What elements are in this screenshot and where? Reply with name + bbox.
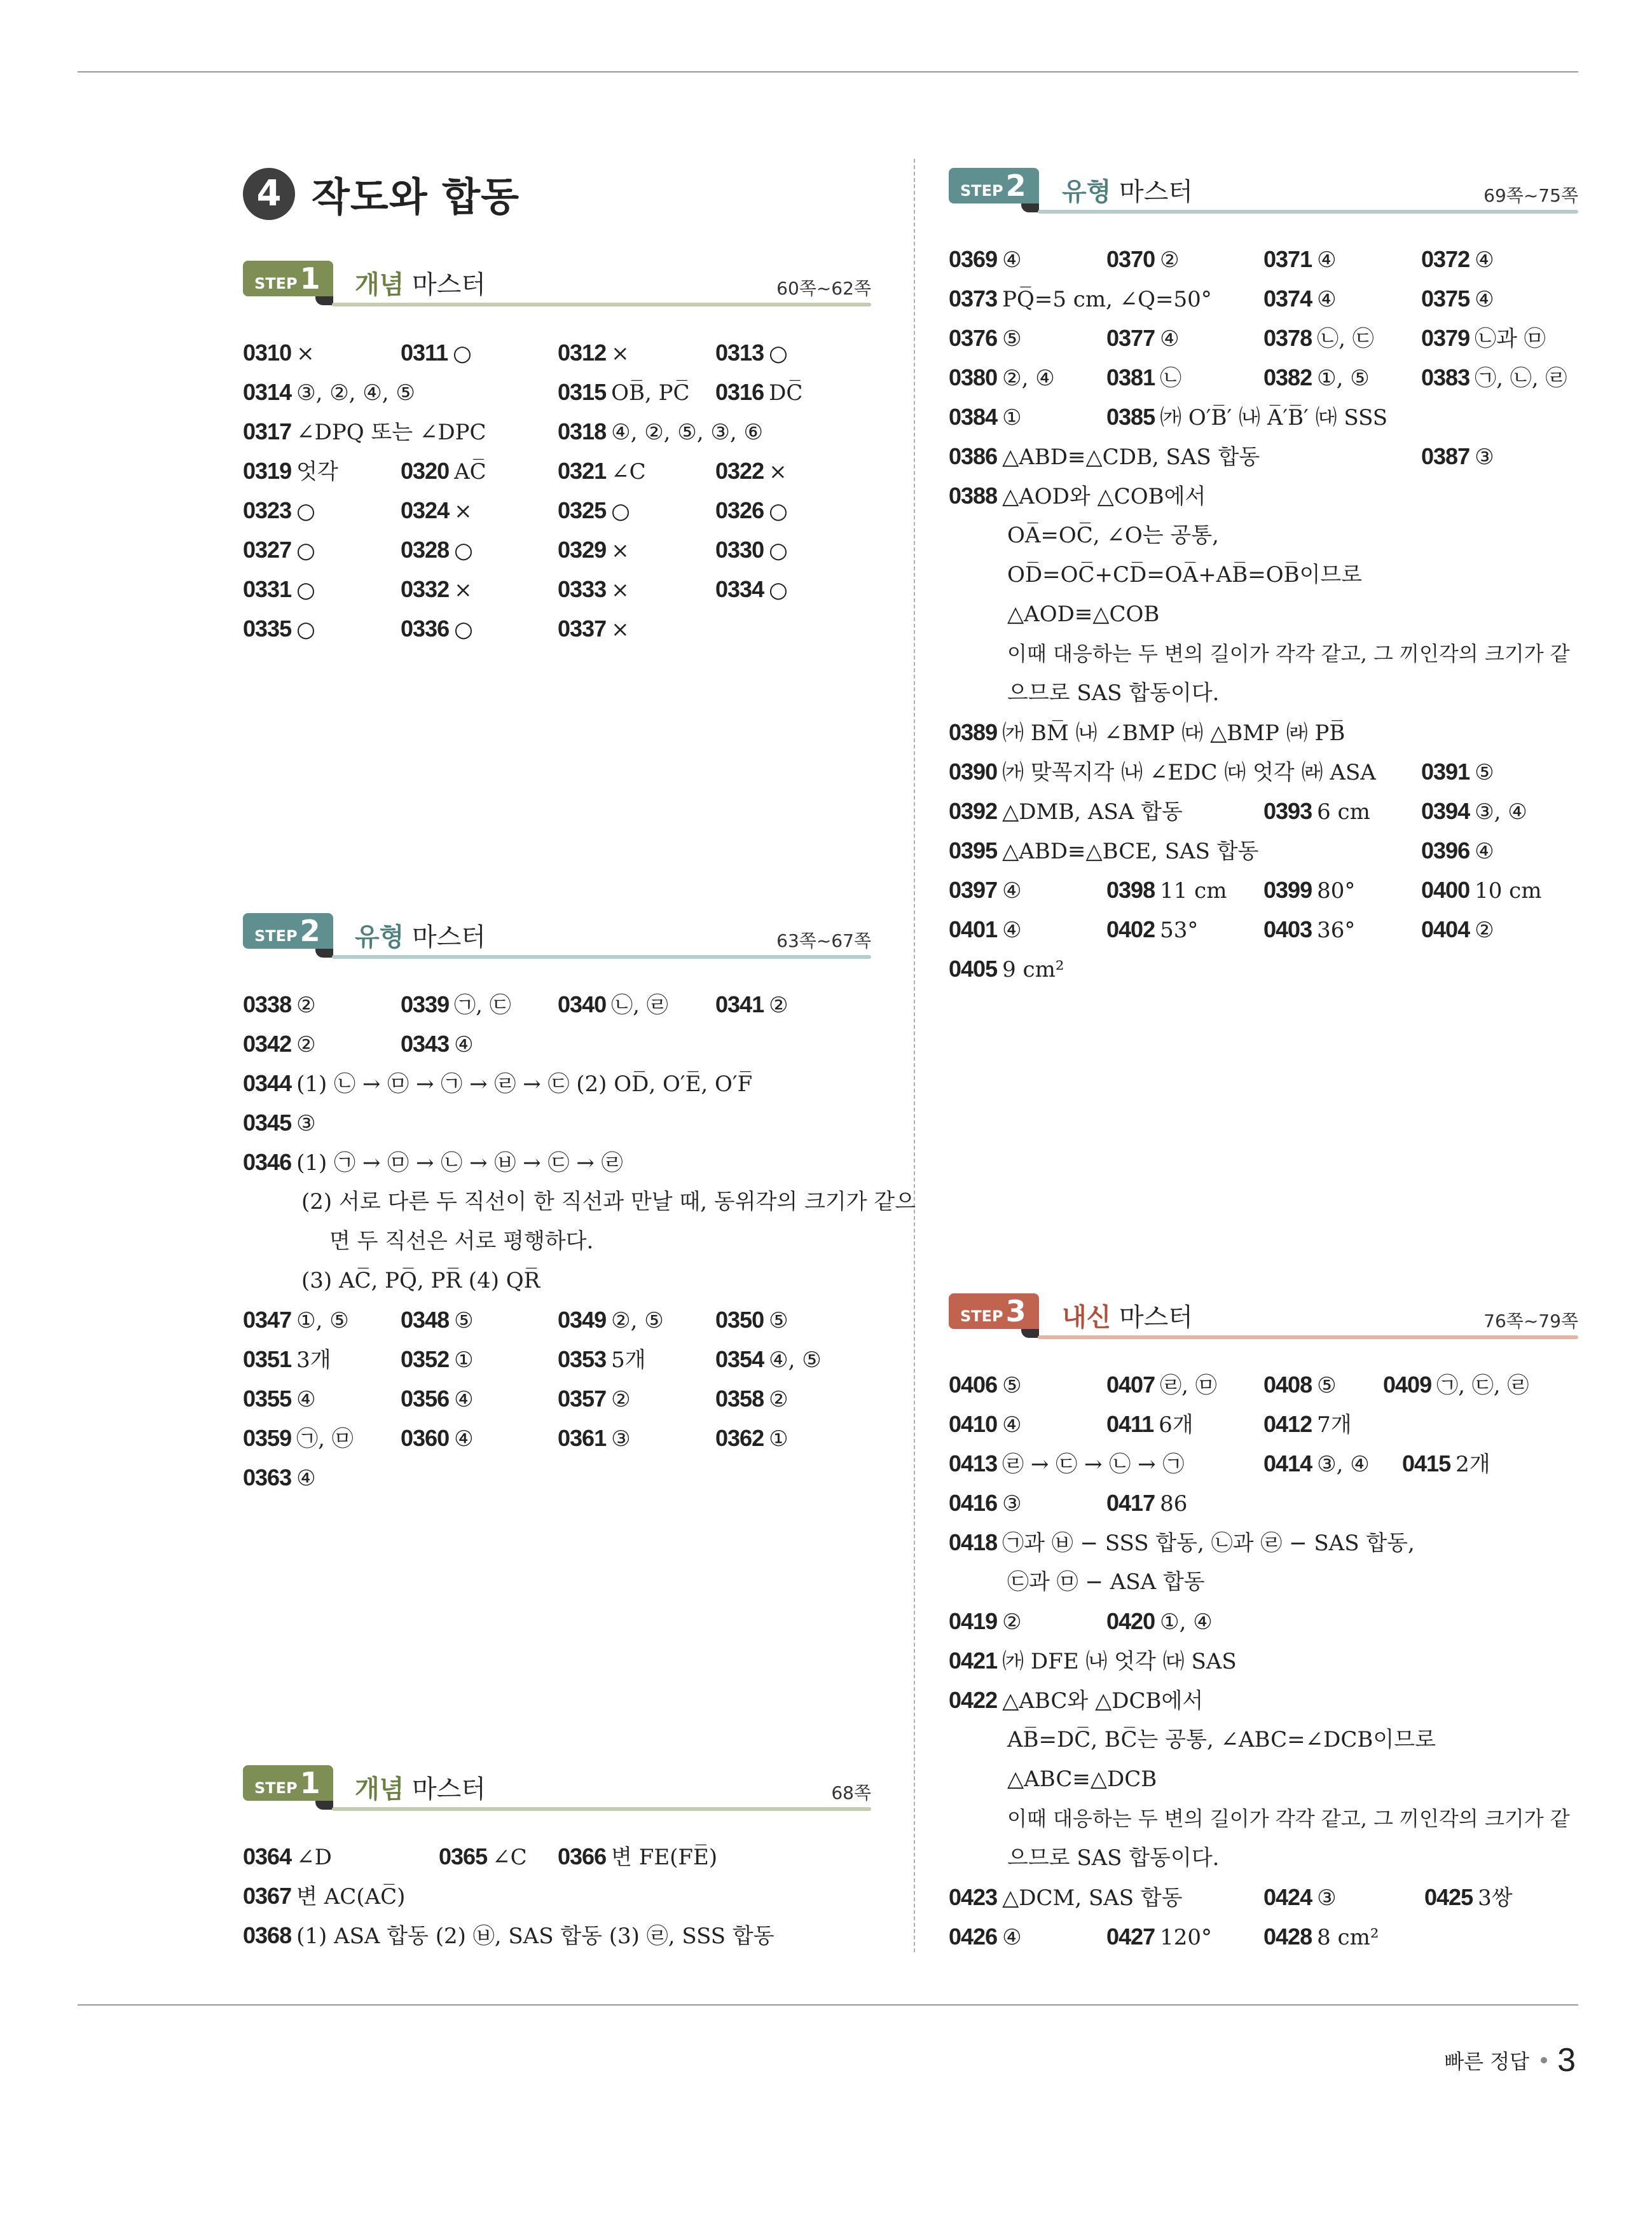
answer-item: 0387 ③ [1421,443,1494,470]
answer-item: 0390 ㈎ 맞꼭지각 ㈏ ∠EDC ㈐ 엇각 ㈑ ASA [949,759,1376,785]
section-title: 유형 마스터 [355,923,486,952]
answer-item: 0393 6 cm [1263,798,1370,825]
answer-item: 0361 ③ [558,1425,631,1452]
chapter-heading [243,165,520,222]
section-underline [1038,1335,1578,1339]
section-title: 내신 마스터 [1062,1303,1193,1332]
answer-item: 0385 ㈎ O′B̅′ ㈏ A̅′B̅′ ㈐ SSS [1106,404,1388,430]
answer-item: 0315 OB̅, PC̅ [558,379,690,406]
answer-item: 0401 ④ [949,916,1022,943]
answer-item: 0353 5개 [558,1346,646,1373]
answer-item: 0331 ○ [243,576,315,603]
section-title: 유형 마스터 [1062,177,1193,207]
answer-item: 0329 × [558,537,630,563]
answer-item: 0377 ④ [1106,325,1180,352]
answer-item: 0354 ④, ⑤ [715,1346,822,1373]
answer-item: 0352 ① [401,1346,474,1373]
answer-item: 0416 ③ [949,1490,1022,1517]
answer-item: 0398 11 cm [1106,877,1227,904]
answer-item: 0420 ①, ④ [1106,1608,1213,1635]
answer-item: 0376 ⑤ [949,325,1022,352]
page-range: 69쪽~75쪽 [1483,185,1578,206]
page-range: 63쪽~67쪽 [776,930,871,951]
answer-item: 0360 ④ [401,1425,474,1452]
answer-continuation: 으므로 SAS 합동이다. [1007,1845,1220,1871]
step-badge: STEP 2 [243,913,333,949]
answer-item: 0346 (1) ㉠ → ㉤ → ㉡ → ㉥ → ㉢ → ㉣ [243,1149,623,1176]
answer-item: 0374 ④ [1263,286,1337,312]
answer-item: 0334 ○ [715,576,788,603]
answer-continuation: ㉢과 ㉤ − ASA 합동 [1007,1569,1205,1595]
answer-item: 0332 × [401,576,472,603]
answer-item: 0364 ∠D [243,1843,332,1870]
answer-item: 0313 ○ [715,340,788,366]
answer-item: 0411 6개 [1106,1411,1194,1438]
answer-item: 0395 △ABD≡△BCE, SAS 합동 [949,837,1259,864]
page-range: 76쪽~79쪽 [1483,1311,1578,1332]
answer-item: 0369 ④ [949,246,1022,273]
answer-item: 0350 ⑤ [715,1307,788,1333]
answer-item: 0370 ② [1106,246,1180,273]
answer-continuation: △ABC≡△DCB [1007,1766,1157,1792]
answer-item: 0344 (1) ㉡ → ㉤ → ㉠ → ㉣ → ㉢ (2) OD̅, O′E̅, O′F̅ [243,1070,753,1097]
answer-item: 0343 ④ [401,1031,474,1057]
section-title: 개념 마스터 [355,1775,486,1804]
page-footer [1444,2041,1576,2079]
answer-item: 0363 ④ [243,1464,316,1491]
column-divider [914,159,915,1952]
answer-item: 0394 ③, ④ [1421,798,1527,825]
answer-item: 0365 ∠C [439,1843,527,1870]
answer-item: 0342 ② [243,1031,316,1057]
answer-item: 0381 ㉡ [1106,364,1182,391]
section-underline [332,1807,871,1811]
answer-continuation: (3) AC̅, PQ̅, PR̅ (4) QR̅ [301,1268,540,1293]
answer-item: 0425 3쌍 [1424,1884,1513,1911]
answer-item: 0368 (1) ASA 합동 (2) ㉥, SAS 합동 (3) ㉣, SSS 합동 [243,1922,774,1949]
answer-item: 0413 ㉣ → ㉢ → ㉡ → ㉠ [949,1450,1185,1477]
answer-continuation: AB̅=DC̅, BC̅는 공통, ∠ABC=∠DCB이므로 [1007,1727,1436,1752]
answer-item: 0312 × [558,340,630,366]
answer-item: 0351 3개 [243,1346,331,1373]
answer-item: 0424 ③ [1263,1884,1337,1911]
answer-item: 0417 86 [1106,1490,1188,1517]
section-header-step2-type-right [949,168,1578,219]
answer-item: 0373 PQ̅=5 cm, ∠Q=50° [949,286,1212,312]
step-badge: STEP 2 [949,168,1039,203]
answer-item: 0426 ④ [949,1924,1022,1950]
answer-item: 0372 ④ [1421,246,1494,273]
answer-item: 0320 AC̅ [401,458,486,485]
answer-item: 0340 ㉡, ㉣ [558,991,668,1018]
answer-item: 0397 ④ [949,877,1022,904]
answer-item: 0379 ㉡과 ㉤ [1421,325,1546,352]
answer-item: 0375 ④ [1421,286,1494,312]
section-underline [332,955,871,959]
answer-item: 0321 ∠C [558,458,646,485]
answer-item: 0310 × [243,340,315,366]
answer-item: 0406 ⑤ [949,1372,1022,1398]
answer-item: 0412 7개 [1263,1411,1352,1438]
footer-label: 빠른 정답 [1444,2049,1530,2074]
answer-item: 0402 53° [1106,916,1199,943]
answer-item: 0403 36° [1263,916,1356,943]
answer-item: 0382 ①, ⑤ [1263,364,1370,391]
answer-item: 0324 × [401,497,472,524]
answer-item: 0407 ㉣, ㉤ [1106,1372,1217,1398]
page-range: 68쪽 [831,1782,871,1803]
answer-item: 0378 ㉡, ㉢ [1263,325,1374,352]
section-title: 개념 마스터 [355,270,486,299]
answer-item: 0415 2개 [1402,1450,1490,1477]
answer-item: 0383 ㉠, ㉡, ㉣ [1421,364,1567,391]
answer-item: 0414 ③, ④ [1263,1450,1370,1477]
answer-item: 0356 ④ [401,1386,474,1412]
chapter-title: 작도와 합동 [312,174,520,220]
step-badge: STEP 3 [949,1293,1039,1329]
answer-continuation: 이때 대응하는 두 변의 길이가 각각 같고, 그 끼인각의 크기가 같 [1007,642,1570,666]
answer-item: 0322 × [715,458,787,485]
answer-item: 0314 ③, ②, ④, ⑤ [243,379,415,406]
answer-item: 0427 120° [1106,1924,1212,1950]
answer-item: 0409 ㉠, ㉢, ㉣ [1383,1372,1529,1398]
answer-continuation: 으므로 SAS 합동이다. [1007,680,1220,706]
answer-item: 0337 × [558,616,630,642]
answer-item: 0341 ② [715,991,788,1018]
answer-item: 0362 ① [715,1425,788,1452]
answer-item: 0422 △ABC와 △DCB에서 [949,1687,1204,1714]
answer-item: 0325 ○ [558,497,630,524]
answer-item: 0323 ○ [243,497,315,524]
answer-item: 0366 변 FE(FE̅) [558,1843,718,1870]
answer-item: 0419 ② [949,1608,1022,1635]
answer-continuation: OD̅=OC̅+CD̅=OA̅+AB̅=OB̅이므로 [1007,562,1363,588]
answer-item: 0355 ④ [243,1386,316,1412]
bullet-dot-icon [1541,2057,1547,2063]
answer-item: 0391 ⑤ [1421,759,1494,785]
answer-item: 0359 ㉠, ㉤ [243,1425,354,1452]
answer-continuation: △AOD≡△COB [1007,602,1160,627]
answer-item: 0384 ① [949,404,1022,430]
answer-item: 0317 ∠DPQ 또는 ∠DPC [243,418,486,445]
step-badge: STEP 1 [243,261,333,296]
answer-item: 0428 8 cm² [1263,1924,1379,1950]
answer-item: 0348 ⑤ [401,1307,474,1333]
answer-item: 0408 ⑤ [1263,1372,1337,1398]
answer-continuation: 면 두 직선은 서로 평행하다. [329,1229,594,1254]
answer-item: 0328 ○ [401,537,473,563]
page-range: 60쪽~62쪽 [776,278,871,299]
answer-item: 0423 △DCM, SAS 합동 [949,1884,1183,1911]
section-header-step1-concept [243,261,871,312]
answer-item: 0380 ②, ④ [949,364,1055,391]
answer-item: 0405 9 cm² [949,956,1064,982]
answer-item: 0333 × [558,576,630,603]
section-header-step3-exam [949,1293,1578,1344]
section-header-step1-concept-68 [243,1765,871,1816]
answer-item: 0389 ㈎ BM̅ ㈏ ∠BMP ㈐ △BMP ㈑ PB̅ [949,719,1346,746]
section-header-step2-type [243,913,871,964]
answer-item: 0336 ○ [401,616,473,642]
answer-item: 0330 ○ [715,537,788,563]
page-number: 3 [1557,2042,1576,2079]
answer-item: 0318 ④, ②, ⑤, ③, ⑥ [558,418,763,445]
answer-continuation: OA̅=OC̅, ∠O는 공통, [1007,523,1219,548]
answer-item: 0347 ①, ⑤ [243,1307,349,1333]
answer-item: 0400 10 cm [1421,877,1542,904]
answer-item: 0349 ②, ⑤ [558,1307,664,1333]
answer-item: 0345 ③ [243,1110,316,1136]
answer-item: 0371 ④ [1263,246,1337,273]
answer-item: 0418 ㉠과 ㉥ − SSS 합동, ㉡과 ㉣ − SAS 합동, [949,1529,1415,1556]
answer-item: 0386 △ABD≡△CDB, SAS 합동 [949,443,1260,470]
answer-item: 0410 ④ [949,1411,1022,1438]
section-underline [1038,210,1578,214]
answer-item: 0392 △DMB, ASA 합동 [949,798,1183,825]
answer-item: 0399 80° [1263,877,1356,904]
chapter-number-badge: 4 [243,168,295,220]
answer-item: 0396 ④ [1421,837,1494,864]
answer-item: 0367 변 AC(AC̅) [243,1883,406,1910]
answer-item: 0358 ② [715,1386,788,1412]
answer-item: 0335 ○ [243,616,315,642]
answer-continuation: (2) 서로 다른 두 직선이 한 직선과 만날 때, 동위각의 크기가 같으 [301,1189,916,1215]
bottom-rule [78,2004,1578,2006]
answer-continuation: 이때 대응하는 두 변의 길이가 각각 같고, 그 끼인각의 크기가 같 [1007,1807,1570,1831]
answer-item: 0338 ② [243,991,316,1018]
answer-item: 0311 ○ [401,340,472,366]
answer-item: 0388 △AOD와 △COB에서 [949,483,1206,509]
answer-item: 0404 ② [1421,916,1494,943]
step-badge: STEP 1 [243,1765,333,1801]
section-underline [332,303,871,306]
answer-item: 0319 엇각 [243,458,338,485]
answer-item: 0327 ○ [243,537,315,563]
top-rule [78,71,1578,72]
answer-item: 0326 ○ [715,497,788,524]
answer-item: 0316 DC̅ [715,379,803,406]
answer-item: 0421 ㈎ DFE ㈏ 엇각 ㈐ SAS [949,1648,1237,1674]
answer-item: 0357 ② [558,1386,631,1412]
answer-item: 0339 ㉠, ㉢ [401,991,511,1018]
